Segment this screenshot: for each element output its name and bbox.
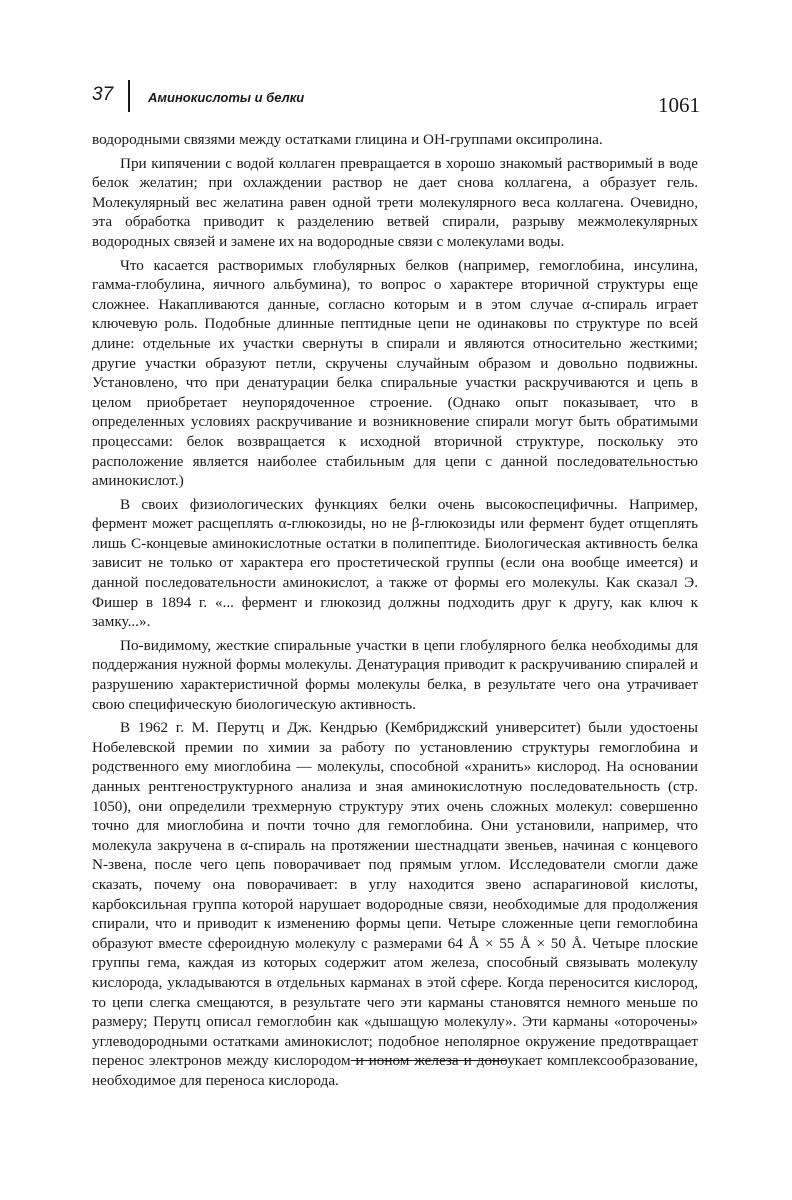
paragraph-gelatin: При кипячении с водой коллаген превращается в хорошо знакомый растворимый в воде белок желатин; при охлаждении раствор не дает снова коллагена, а образует гель. Молекулярный вес желатина равен одной трети молекулярного веса коллагена. Очевидно, эта обработка приводит к разделению ветвей спирали, разрыву межмолекулярных водородных связей и замене их на водородные связи с молекулами воды.: [92, 154, 698, 250]
page-number: 1061: [658, 93, 700, 117]
chapter-title: Аминокислоты и белки: [148, 90, 305, 105]
chapter-number: 37: [92, 84, 114, 105]
hemoglobin-text-end: укает комплексообразование, необходимое для переноса кислорода.: [92, 1052, 698, 1089]
paragraph-denaturation: По-видимому, жесткие спиральные участки в цепи глобулярного белка необходимы для поддержания нужной формы молекулы. Денатурация приводит к раскручиванию спиралей и разрушению характеристичной формы молекулы белка, в результате чего она утрачивает свою специфическую биологическую активность.: [92, 636, 698, 713]
paragraph-continuation: водородными связями между остатками глицина и OH-группами оксипролина.: [92, 131, 603, 148]
paragraph-specificity: В своих физиологических функциях белки очень высокоспецифичны. Например, фермент может расщеплять α-глюкозиды, но не β-глюкозиды или фермент будет отщеплять лишь C-концевые аминокислотные остатки в полипептиде. Биологическая активность белка зависит не только от характера его простетической группы (если она вообще имеется) и данной последовательности аминокислот, а также от формы его молекулы. Как сказал Э. Фишер в 1894 г. «... фермент и глюкозид должны подходить друг к другу, как ключ к замку...».: [92, 495, 698, 631]
struck-text: и ионом железа и доно: [350, 1052, 508, 1070]
paragraph-hemoglobin: [92, 718, 698, 1090]
paragraph-globular-proteins: Что касается растворимых глобулярных белков (например, гемоглобина, инсулина, гамма-глобулина, яичного альбумина), то вопрос о характере вторичной структуры еще сложнее. Накапливаются данные, согласно которым и в этом случае α-спираль играет ключевую роль. Подобные длинные пептидные цепи не одинаковы по структуре по всей длине: отдельные их участки свернуты в спирали и являются относительно жесткими; другие участки образуют петли, скручены случайным образом и довольно подвижны. Установлено, что при денатурации белка спиральные участки раскручиваются и цепь в целом приобретает неупорядоченное строение. (Однако опыт показывает, что в определенных условиях раскручивание и возникновение спирали могут быть обратимыми процессами: белок возвращается к исходной вторичной структуре, поскольку это расположение является наиболее стабильным для цепи с данной последовательностью аминокислот.): [92, 256, 698, 490]
hemoglobin-text: В 1962 г. М. Перутц и Дж. Кендрью (Кембриджский университет) были удостоены Нобелевской премии по химии за работу по установлению структуры гемоглобина и родственного ему миоглобина — молекулы, способной «хранить» кислород. На основании данных рентгеноструктурного анализа и зная аминокислотную последовательность (стр. 1050), они определили трехмерную структуру этих очень сложных молекул: совершенно точно для миоглобина и почти точно для гемоглобина. Они установили, например, что молекула закручена в α-спираль на протяжении шестнадцати звеньев, начиная с концевого N-звена, после чего цепь поворачивает под прямым углом. Исследователи смогли даже сказать, почему она поворачивает: в углу находится звено аспарагиновой кислоты, карбоксильная группа которой нарушает водородные связи, необходимые для продолжения спирали, что и приводит к изменению формы цепи. Четыре сложенные цепи гемоглобина образуют вместе сфероидную молекулу с размерами 64 Å × 55 Å × 50 Å. Четыре плоские группы гема, каждая из которых содержит атом железа, способный связывать молекулу кислорода, укладываются в отдельных карманах в этой сфере. Когда переносится кислород, то цепи слегка смещаются, в результате чего эти карманы становятся немного меньше по размеру; Перутц описал гемоглобин как «дышащую молекулу». Эти карманы «оторочены» углеводородными остатками аминокислот; подобное неполярное окружение предотвращает перенос электронов между кислородом: [92, 719, 698, 1070]
header-divider: [128, 80, 130, 112]
page-body: [92, 130, 698, 1091]
